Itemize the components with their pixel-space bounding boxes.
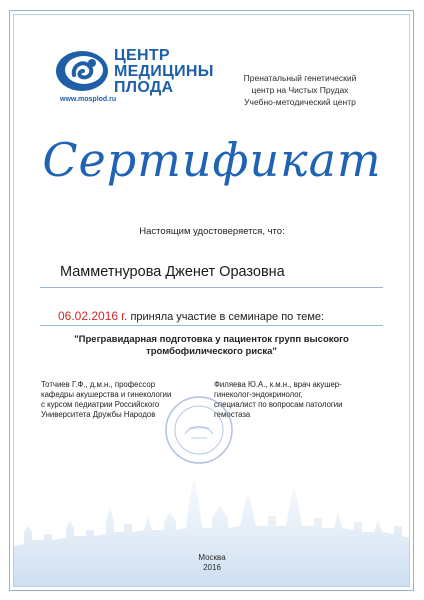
name-underline: [40, 287, 383, 288]
seminar-topic-line-2: тромбофилического риска": [146, 346, 277, 357]
footer-year: 2016: [203, 563, 221, 572]
seminar-date: 06.02.2016: [58, 309, 119, 323]
signatory-left: [41, 380, 171, 420]
signatory-right-line-2: гинеколог-эндокринолог,: [214, 390, 303, 399]
participation-text: приняла участие в семинаре по теме:: [130, 311, 325, 323]
logo-url: www.mosplod.ru: [60, 96, 117, 103]
logo-line-3: ПЛОДА: [114, 79, 174, 96]
signatory-left-line-1: Тотчиев Г.Ф., д.м.н., профессор: [41, 380, 156, 389]
signatory-right-line-3: специалист по вопросам патологии: [214, 400, 343, 409]
logo-wordmark: [114, 48, 214, 96]
logo-line-2: МЕДИЦИНЫ: [114, 63, 214, 80]
fetus-logo-icon: [54, 47, 110, 95]
signatory-left-line-2: кафедры акушерства и гинекологии: [41, 390, 172, 399]
logo-line-1: ЦЕНТР: [114, 47, 170, 64]
recipient-name: Мамметнурова Дженет Оразовна: [60, 264, 285, 280]
organization-line-1: Пренатальный генетический: [243, 73, 357, 83]
footer-city: Москва: [198, 553, 226, 562]
footer: [0, 553, 424, 573]
signatory-right-line-1: Филяева Ю.А., к.м.н., врач акушер-: [214, 380, 342, 389]
stamp-icon: [163, 394, 235, 466]
organization-block: [226, 72, 374, 108]
certificate-title: Сертификат: [42, 133, 382, 187]
signatory-left-line-4: Университета Дружбы Народов: [41, 410, 156, 419]
date-underline: [40, 325, 383, 326]
participation-row: [58, 309, 324, 323]
intro-text: Настоящим удостоверяется, что:: [139, 226, 285, 237]
signatory-right-line-4: гемостаза: [214, 410, 251, 419]
organization-line-3: Учебно-методический центр: [244, 97, 356, 107]
seminar-topic-line-1: "Прегравидарная подготовка у пациенток групп высокого: [74, 334, 349, 345]
seminar-topic: [40, 334, 383, 358]
signatory-left-line-3: с курсом педиатрии Российского: [41, 400, 160, 409]
date-suffix: г.: [121, 309, 128, 323]
organization-line-2: центр на Чистых Прудах: [251, 85, 349, 95]
